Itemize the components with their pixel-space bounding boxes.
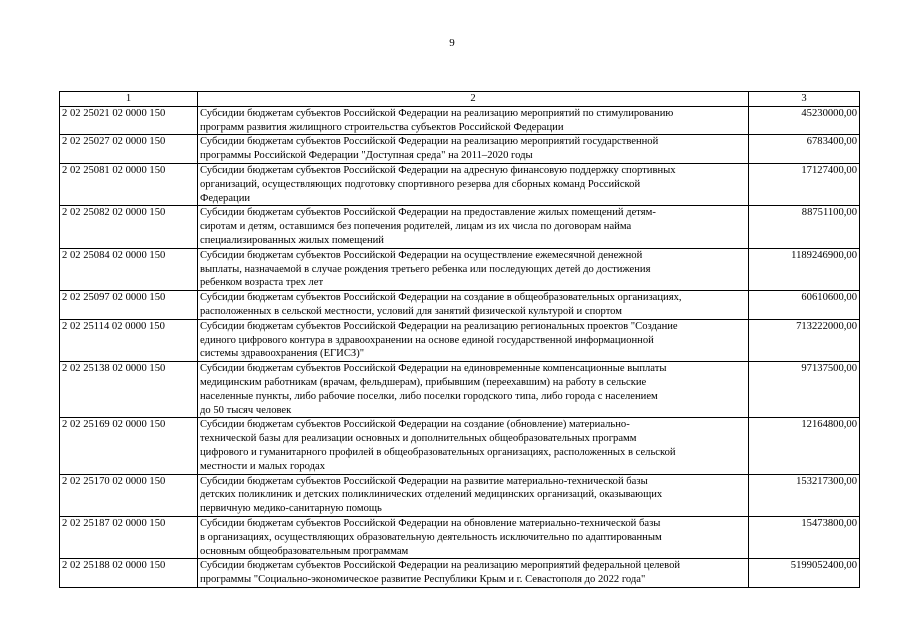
description-cell xyxy=(198,474,749,516)
table-row xyxy=(60,248,860,290)
description-line: системы здравоохранения (ЕГИСЗ)" xyxy=(200,348,365,360)
budget-code-cell: 2 02 25097 02 0000 150 xyxy=(60,291,198,320)
description-line: Субсидии бюджетам субъектов Российской Федерации на реализацию мероприятий федеральной целевой xyxy=(200,560,681,572)
amount-cell: 15473800,00 xyxy=(749,516,860,558)
description-line: цифрового и гуманитарного профилей в общеобразовательных организациях, расположенных в сельской xyxy=(200,446,676,458)
table-row xyxy=(60,559,860,588)
description-line: расположенных в сельской местности, условий для занятий физической культурой и спортом xyxy=(200,305,622,317)
description-cell xyxy=(198,248,749,290)
description-line: Субсидии бюджетам субъектов Российской Федерации на адресную финансовую поддержку спортивных xyxy=(200,164,676,176)
budget-code-cell: 2 02 25082 02 0000 150 xyxy=(60,206,198,248)
description-line: программы "Социально-экономическое развитие Республики Крым и г. Севастополя до 2022 года" xyxy=(200,574,646,586)
budget-code-cell: 2 02 25084 02 0000 150 xyxy=(60,248,198,290)
amount-cell: 60610600,00 xyxy=(749,291,860,320)
description-cell xyxy=(198,516,749,558)
column-header-description: 2 xyxy=(198,92,749,107)
description-line: сиротам и детям, оставшимся без попечения родителей, лицам из их числа по договорам найма xyxy=(200,221,632,233)
table-row xyxy=(60,206,860,248)
description-line: специализированных жилых помещений xyxy=(200,234,384,246)
description-cell xyxy=(198,319,749,361)
description-line: Субсидии бюджетам субъектов Российской Федерации на единовременные компенсационные выплаты xyxy=(200,363,667,375)
description-line: Субсидии бюджетам субъектов Российской Федерации на развитие материально-технической базы xyxy=(200,475,648,487)
budget-code-cell: 2 02 25187 02 0000 150 xyxy=(60,516,198,558)
description-cell xyxy=(198,135,749,164)
description-line: Субсидии бюджетам субъектов Российской Федерации на реализацию мероприятий по стимулированию xyxy=(200,107,674,119)
description-cell xyxy=(198,418,749,474)
table-row xyxy=(60,135,860,164)
description-line: основным общеобразовательным программам xyxy=(200,545,409,557)
budget-code-cell: 2 02 25027 02 0000 150 xyxy=(60,135,198,164)
page-number: 9 xyxy=(449,37,455,49)
description-line: до 50 тысяч человек xyxy=(200,404,292,416)
description-line: программы Российской Федерации "Доступная среда" на 2011–2020 годы xyxy=(200,150,533,162)
table-row xyxy=(60,474,860,516)
table-row xyxy=(60,418,860,474)
description-line: в организациях, осуществляющих образовательную деятельность исключительно по адаптированным xyxy=(200,531,662,543)
description-cell xyxy=(198,291,749,320)
budget-code-cell: 2 02 25188 02 0000 150 xyxy=(60,559,198,588)
amount-cell: 6783400,00 xyxy=(749,135,860,164)
description-line: детских поликлиник и детских поликлинических отделений медицинских организаций, оказывающих xyxy=(200,489,663,501)
description-line: Субсидии бюджетам субъектов Российской Федерации на реализацию мероприятий государственной xyxy=(200,136,659,148)
amount-cell: 1189246900,00 xyxy=(749,248,860,290)
description-line: населенные пункты, либо рабочие поселки, либо поселки городского типа, либо города с населением xyxy=(200,390,658,402)
description-cell xyxy=(198,559,749,588)
description-cell xyxy=(198,362,749,418)
amount-cell: 153217300,00 xyxy=(749,474,860,516)
table-row xyxy=(60,319,860,361)
budget-code-cell: 2 02 25021 02 0000 150 xyxy=(60,106,198,135)
description-cell xyxy=(198,106,749,135)
amount-cell: 17127400,00 xyxy=(749,163,860,205)
table-row xyxy=(60,362,860,418)
description-line: организаций, осуществляющих подготовку спортивного резерва для сборных команд Российской xyxy=(200,178,641,190)
description-cell xyxy=(198,163,749,205)
description-line: первичную медико-санитарную помощь xyxy=(200,503,382,515)
description-line: Субсидии бюджетам субъектов Российской Федерации на создание в общеобразовательных организациях, xyxy=(200,292,682,304)
description-line: Федерации xyxy=(200,192,251,204)
budget-code-cell: 2 02 25081 02 0000 150 xyxy=(60,163,198,205)
table-header-row xyxy=(60,92,860,107)
amount-cell: 12164800,00 xyxy=(749,418,860,474)
description-line: единого цифрового контура в здравоохранении на основе единой государственной информационной xyxy=(200,334,654,346)
amount-cell: 45230000,00 xyxy=(749,106,860,135)
budget-code-cell: 2 02 25169 02 0000 150 xyxy=(60,418,198,474)
amount-cell: 88751100,00 xyxy=(749,206,860,248)
description-cell xyxy=(198,206,749,248)
budget-table xyxy=(59,91,860,588)
description-line: Субсидии бюджетам субъектов Российской Федерации на реализацию региональных проектов "Создание xyxy=(200,320,678,332)
amount-cell: 5199052400,00 xyxy=(749,559,860,588)
budget-code-cell: 2 02 25114 02 0000 150 xyxy=(60,319,198,361)
budget-code-cell: 2 02 25170 02 0000 150 xyxy=(60,474,198,516)
amount-cell: 713222000,00 xyxy=(749,319,860,361)
description-line: программ развития жилищного строительства субъектов Российской Федерации xyxy=(200,121,564,133)
description-line: местности и малых городах xyxy=(200,460,326,472)
column-header-amount: 3 xyxy=(749,92,860,107)
column-header-code: 1 xyxy=(60,92,198,107)
description-line: Субсидии бюджетам субъектов Российской Федерации на осуществление ежемесячной денежной xyxy=(200,249,643,261)
description-line: Субсидии бюджетам субъектов Российской Федерации на обновление материально-технической базы xyxy=(200,517,661,529)
table-row xyxy=(60,291,860,320)
table-row xyxy=(60,163,860,205)
description-line: технической базы для реализации основных и дополнительных общеобразовательных программ xyxy=(200,433,637,445)
budget-code-cell: 2 02 25138 02 0000 150 xyxy=(60,362,198,418)
table-row xyxy=(60,516,860,558)
description-line: медицинским работникам (врачам, фельдшерам), прибывшим (переехавшим) на работу в сельские xyxy=(200,376,647,388)
description-line: ребенком возраста трех лет xyxy=(200,277,324,289)
description-line: Субсидии бюджетам субъектов Российской Федерации на создание (обновление) материально- xyxy=(200,419,630,431)
amount-cell: 97137500,00 xyxy=(749,362,860,418)
description-line: выплаты, назначаемой в случае рождения третьего ребенка или последующих детей до достижения xyxy=(200,263,651,275)
description-line: Субсидии бюджетам субъектов Российской Федерации на предоставление жилых помещений детям- xyxy=(200,207,656,219)
table-row xyxy=(60,106,860,135)
